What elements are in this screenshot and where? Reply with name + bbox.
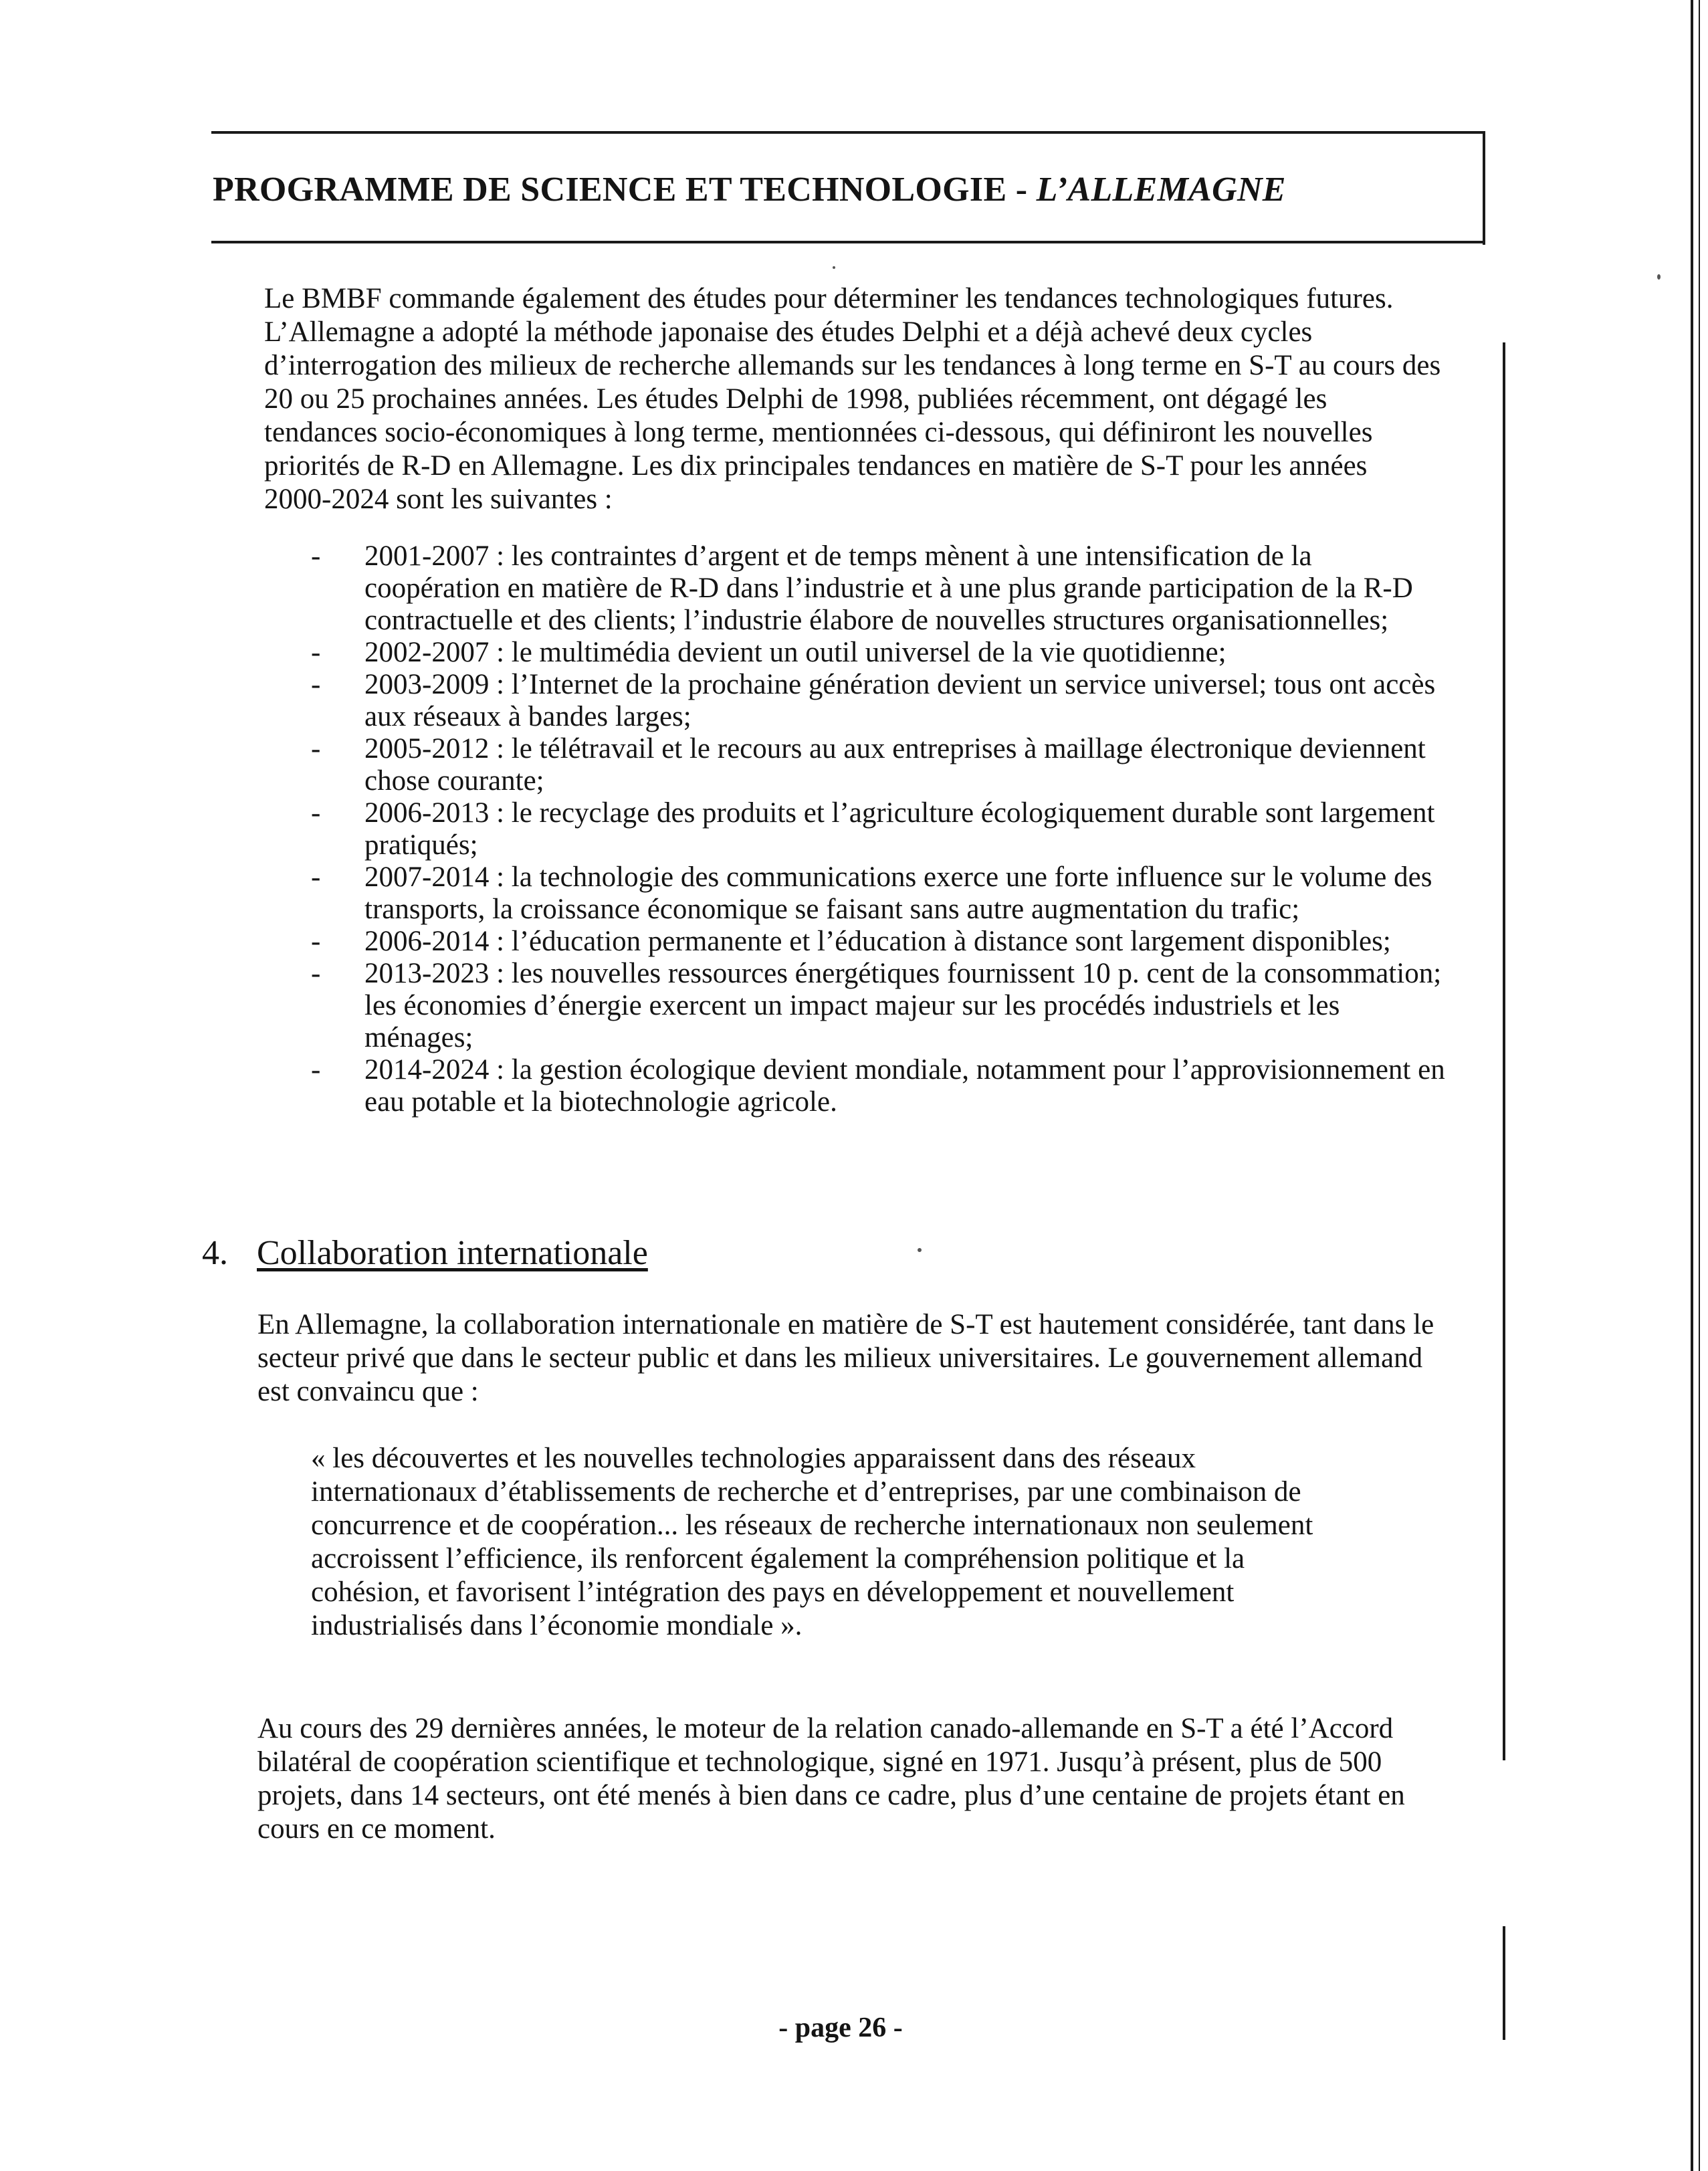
list-item-text: 2002-2007 : le multimédia devient un outil universel de la vie quotidienne; xyxy=(364,637,1226,668)
page-header-title xyxy=(213,170,1286,209)
header-country: L’ALLEMAGNE xyxy=(1036,171,1286,209)
list-dash: - xyxy=(311,926,321,957)
list-item-text: 2003-2009 : l’Internet de la prochaine génération devient un service universel; tous ont accès aux réseaux à bandes larges; xyxy=(364,669,1436,732)
list-dash: - xyxy=(311,669,321,700)
list-item xyxy=(311,669,1448,733)
header-program-title: PROGRAMME DE SCIENCE ET TECHNOLOGIE - xyxy=(213,171,1028,209)
page-number: - page 26 - xyxy=(778,2012,903,2043)
government-quote: « les découvertes et les nouvelles technologies apparaissent dans des réseaux internationaux d’établissements de recherche et d’entreprises, par une combinaison de concurrence et de coopération... les réseaux de recherche internationaux non seulement accroissent l’efficience, ils renforcent également la compréhension politique et la cohésion, et favorisent l’intégration des pays en développement et nouvellement industrialisés dans l’économie mondiale ». xyxy=(311,1443,1313,1641)
header-top-rule xyxy=(211,131,1485,134)
scan-speck xyxy=(1657,274,1661,280)
list-item xyxy=(311,637,1448,669)
page-edge-rule-outer xyxy=(1699,0,1700,2171)
list-item xyxy=(311,861,1448,926)
list-dash: - xyxy=(311,861,321,893)
scan-speck xyxy=(833,266,835,269)
list-dash: - xyxy=(311,958,321,989)
page-edge-rule xyxy=(1691,0,1693,2171)
list-dash: - xyxy=(311,637,321,668)
header-right-rule xyxy=(1483,131,1485,245)
list-item-text: 2006-2014 : l’éducation permanente et l’éducation à distance sont largement disponibles; xyxy=(364,926,1391,957)
list-dash: - xyxy=(311,797,321,829)
scan-speck xyxy=(918,1248,922,1252)
trend-list xyxy=(311,540,1448,1118)
collaboration-paragraph: En Allemagne, la collaboration internationale en matière de S-T est hautement considérée, tant dans le secteur privé que dans le secteur public et dans les milieux universitaires. Le gouvernement allemand est convaincu que : xyxy=(257,1309,1434,1407)
list-dash: - xyxy=(311,540,321,572)
list-item-text: 2005-2012 : le télétravail et le recours au aux entreprises à maillage électronique deviennent chose courante; xyxy=(364,733,1426,797)
intro-paragraph: Le BMBF commande également des études pour déterminer les tendances technologiques futures. L’Allemagne a adopté la méthode japonaise des études Delphi et a déjà achevé deux cycles d’interrogation des milieux de recherche allemands sur les tendances à long terme en S-T au cours des 20 ou 25 prochaines années. Les études Delphi de 1998, publiées récemment, ont dégagé les tendances socio-économiques à long terme, mentionnées ci-dessous, qui définiront les nouvelles priorités de R-D en Allemagne. Les dix principales tendances en matière de S-T pour les années 2000-2024 sont les suivantes : xyxy=(264,283,1441,515)
list-dash: - xyxy=(311,1054,321,1086)
section-heading xyxy=(202,1233,648,1273)
section-number: 4. xyxy=(202,1234,228,1272)
header-bottom-rule xyxy=(211,241,1485,243)
content-side-rule xyxy=(1503,342,1505,1760)
section-title: Collaboration internationale xyxy=(257,1234,648,1272)
list-item xyxy=(311,797,1448,861)
list-item-text: 2014-2024 : la gestion écologique devient mondiale, notamment pour l’approvisionnement en eau potable et la biotechnologie agricole. xyxy=(364,1054,1445,1118)
list-item-text: 2007-2014 : la technologie des communications exerce une forte influence sur le volume des transports, la croissance économique se faisant sans autre augmentation du trafic; xyxy=(364,861,1432,925)
list-item-text: 2013-2023 : les nouvelles ressources énergétiques fournissent 10 p. cent de la consommation; les économies d’énergie exercent un impact majeur sur les procédés industriels et les ménages; xyxy=(364,958,1442,1053)
list-item xyxy=(311,1054,1448,1118)
list-item xyxy=(311,733,1448,797)
list-dash: - xyxy=(311,733,321,764)
list-item-text: 2006-2013 : le recyclage des produits et l’agriculture écologiquement durable sont largement pratiqués; xyxy=(364,797,1435,861)
list-item xyxy=(311,540,1448,637)
list-item-text: 2001-2007 : les contraintes d’argent et de temps mènent à une intensification de la coopération en matière de R-D dans l’industrie et à une plus grande participation de la R-D contractuelle et des clients; l’industrie élabore de nouvelles structures organisationnelles; xyxy=(364,540,1413,636)
list-item xyxy=(311,926,1448,958)
accord-paragraph: Au cours des 29 dernières années, le moteur de la relation canado-allemande en S-T a été l’Accord bilatéral de coopération scientifique et technologique, signé en 1971. Jusqu’à présent, plus de 500 projets, dans 14 secteurs, ont été menés à bien dans ce cadre, plus d’une centaine de projets étant en cours en ce moment. xyxy=(257,1713,1405,1845)
list-item xyxy=(311,958,1448,1054)
